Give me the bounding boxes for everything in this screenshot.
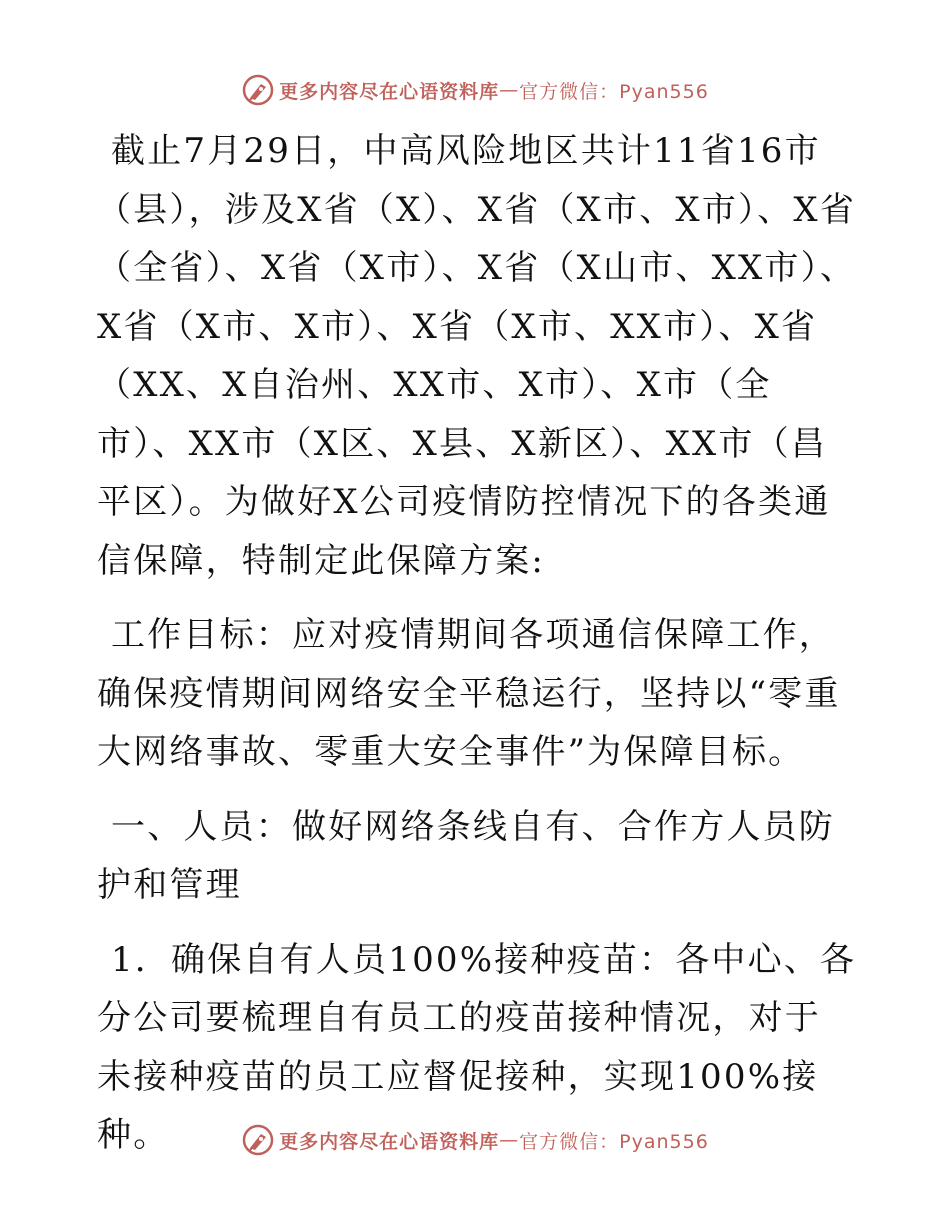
watermark-official: 官方微信：Pyan556 [519,80,709,103]
watermark-banner-top [0,70,950,110]
goal-paragraph: 工作目标：应对疫情期间各项通信保障工作，确保疫情期间网络安全平稳运行，坚持以“零重大网络事故、零重大安全事件”为保障目标。 [97,615,841,772]
watermark-brand: 更多内容尽在心语资料库 [279,1130,500,1153]
item-1-paragraph: 1．确保自有人员100%接种疫苗：各中心、各分公司要梳理自有员工的疫苗接种情况，对于未接种疫苗的员工应督促接种，实现100%接种。 [97,939,857,1155]
pen-nib-logo-icon [241,73,275,107]
document-body [97,122,857,1165]
watermark-separator: — [499,1129,520,1151]
section-1-heading: 一、人员：做好网络条线自有、合作方人员防护和管理 [97,806,835,905]
watermark-banner-bottom [0,1120,950,1160]
watermark-official: 官方微信：Pyan556 [519,1130,709,1153]
pen-nib-logo-icon [241,1123,275,1157]
intro-paragraph: 截止7月29日，中高风险地区共计11省16市（县），涉及X省（X）、X省（X市、X市）、X省（全省）、X省（X市）、X省（X山市、XX市）、X省（X市、X市）、X省（X市、XX市）、X省（XX、X自治州、XX市、X市）、X市（全市）、XX市（X区、X县、X新区）、XX市（昌平区）。为做好X公司疫情防控情况下的各类通信保障，特制定此保障方案: [97,131,857,581]
watermark-brand: 更多内容尽在心语资料库 [279,80,500,103]
watermark-separator: — [499,79,520,101]
